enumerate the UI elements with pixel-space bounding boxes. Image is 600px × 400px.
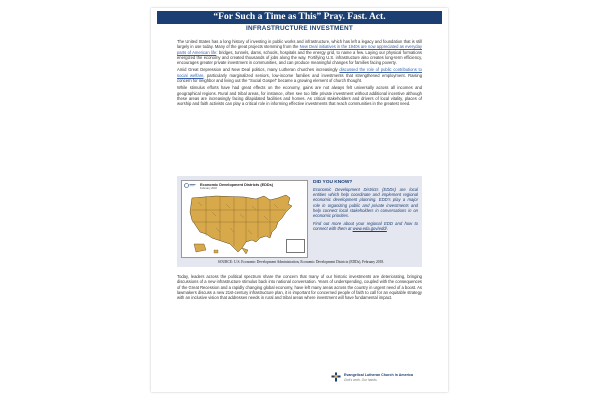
us-map-icon xyxy=(186,192,298,256)
did-you-know-body xyxy=(313,187,418,231)
elca-cross-logo-icon xyxy=(331,372,341,382)
eda-logo-icon xyxy=(184,183,196,188)
social-welfare-link[interactable]: discussed the role of public contributions to social welfare xyxy=(177,67,422,78)
elca-name: Evangelical Lutheran Church in America xyxy=(344,373,413,377)
intro-text xyxy=(177,39,422,109)
did-you-know-callout xyxy=(177,176,422,267)
map-source-caption: SOURCE: U.S. Economic Development Administration, Economic Development Districts (EDDs), February 2018. xyxy=(217,260,385,264)
closing-paragraph: Today, leaders across the political spectrum share the concern that many of our historic investments are deteriorating, bringing discussions of a new infrastructure stimulus back into national conversation. Years of underspending, coupled with the consequences of the Great Recession and a rapidly changing global economy, have left many areas across the country in urgent need of a boost. As lawmakers discuss a new 21st-century infrastructure plan, it is important for concerned people of faith to call for an equitable strategy with an inclusive vision that addresses needs in rural and tribal areas where investment will have fundamental impact. xyxy=(177,274,422,301)
did-you-know-paragraph-2: Find out more about your regional EDD and how to connect with them at www.eda.gov/edd/. xyxy=(313,220,418,231)
did-you-know-title: DID YOU KNOW? xyxy=(313,180,353,185)
fact-sheet-page xyxy=(151,8,448,392)
edd-map xyxy=(181,180,308,258)
intro-paragraph-2: Amid Great Depression and New Deal politics, many Lutheran churches increasingly discussed the role of public contributions to social welfare, particularly marginalized seniors, low-income families and investments that strengthened employment. Raising concern for neighbor and living out the “Social Gospel” became a growing element of church thought. xyxy=(177,67,422,84)
section-subtitle: INFRASTRUCTURE INVESTMENT xyxy=(246,25,353,32)
eda-edd-link[interactable]: www.eda.gov/edd/ xyxy=(352,225,387,231)
map-legend xyxy=(286,239,305,253)
map-subtitle: February 2018 xyxy=(200,187,217,190)
title-banner: “For Such a Time as This” Pray. Fast. Act. xyxy=(157,11,442,24)
did-you-know-box xyxy=(313,180,418,234)
did-you-know-paragraph-1: Economic Development Districts (EDDs) are local entities which help coordinate and implement regional economic development planning. EDD’s play a major role in organizing public and private investments and help connect local stakeholders in conversations in on economic priorities. xyxy=(313,187,418,219)
intro-paragraph-3: While stimulus efforts have had great effects on the economy, gains are not always felt universally across all incomes and geographical regions. Rural and tribal areas, for instance, often see too little private investment without additional incentive although these areas are increasingly facing dilapidated facilities and homes. As critical stakeholders and drivers of local vitality, places of worship and faith activists can play a critical role in informing effective investments that reach communities in the greatest need. xyxy=(177,85,422,107)
elca-footer xyxy=(331,372,441,386)
map-title: Economic Development Districts (EDDs) xyxy=(200,183,274,187)
elca-tagline: God’s work. Our hands. xyxy=(344,378,378,382)
closing-text xyxy=(177,274,422,302)
new-deal-link[interactable]: New Deal initiatives in the 1940s are now appreciated as everyday parts of American life xyxy=(177,44,422,55)
intro-paragraph-1: The United States has a long history of investing in public works and infrastructure, which has left a legacy and foundation that is still largely in use today. Many of the great projects stemming from the New Deal initiatives in the 1940s are now appreciated as everyday parts of American life: bridges, tunnels, dams, schools, hospitals and the energy grid, to name a few. Laying our physical formations energized the economy and created thousands of jobs along the way. Fortifying U.S. infrastructure also creates long-term efficiency, encourages greater private investment in communities, and can produce meaningful changes for families facing poverty. xyxy=(177,39,422,66)
